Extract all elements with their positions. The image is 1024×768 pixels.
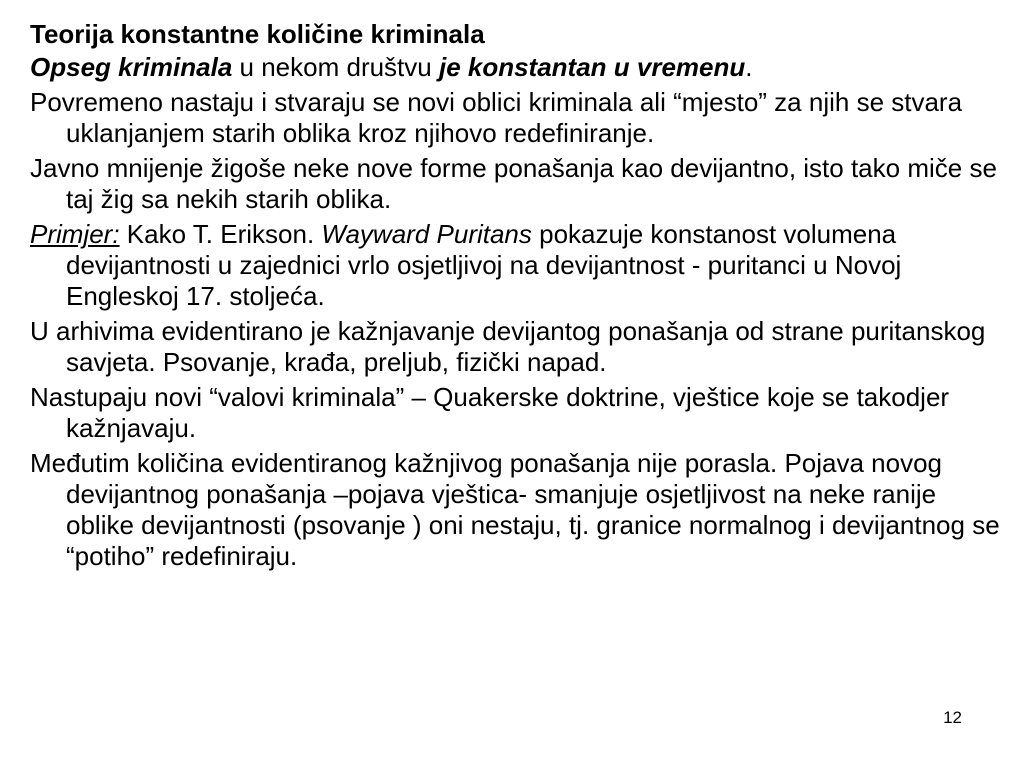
- paragraph-crime-waves: Nastupaju novi “valovi kriminala” – Quakerske doktrine, vještice koje se takodjer kažnjavaju.: [30, 382, 950, 443]
- paragraph-constant-crime: [30, 52, 1000, 83]
- page-number: 12: [943, 708, 962, 727]
- slide-content: [30, 18, 1000, 572]
- example-label: Primjer:: [30, 219, 120, 249]
- paragraph-example: [30, 219, 1000, 312]
- paragraph-new-forms: Povremeno nastaju i stvaraju se novi oblici kriminala ali “mjesto” za njih se stvara uklanjanjem starih oblika kroz njihovo redefiniranje.: [30, 87, 963, 148]
- book-title: Wayward Puritans: [321, 219, 532, 249]
- paragraph-conclusion: Međutim količina evidentiranog kažnjivog ponašanja nije porasla. Pojava novog devijantnog ponašanja –pojava vještica- smanjuje osjetljivost na neke ranije oblike devijantnosti (psovanje ) oni nestaju, tj. granice normalnog i devijantnog se “potiho” redefiniraju.: [30, 448, 1000, 571]
- paragraph-public-opinion: Javno mnijenje žigoše neke nove forme ponašanja kao devijantno, isto tako miče se taj žig sa nekih starih oblika.: [30, 153, 997, 214]
- society-phrase: u nekom društvu: [232, 52, 439, 82]
- example-author: Kako T. Erikson.: [119, 219, 322, 249]
- constant-in-time-phrase: je konstantan u vremenu: [438, 52, 746, 82]
- paragraph-archives: U arhivima evidentirano je kažnjavanje devijantog ponašanja od strane puritanskog savjeta. Psovanje, krađa, preljub, fizički napad.: [30, 316, 986, 377]
- sentence-end: .: [745, 52, 753, 82]
- crime-scope-phrase: Opseg kriminala: [30, 52, 233, 82]
- slide-title: Teorija konstantne količine kriminala: [30, 19, 485, 49]
- example-text: pokazuje konstanost volumena devijantnosti u zajednici vrlo osjetljivoj na devijantnost - puritanci u Novoj Engleskoj 17. stoljeća.: [66, 219, 902, 311]
